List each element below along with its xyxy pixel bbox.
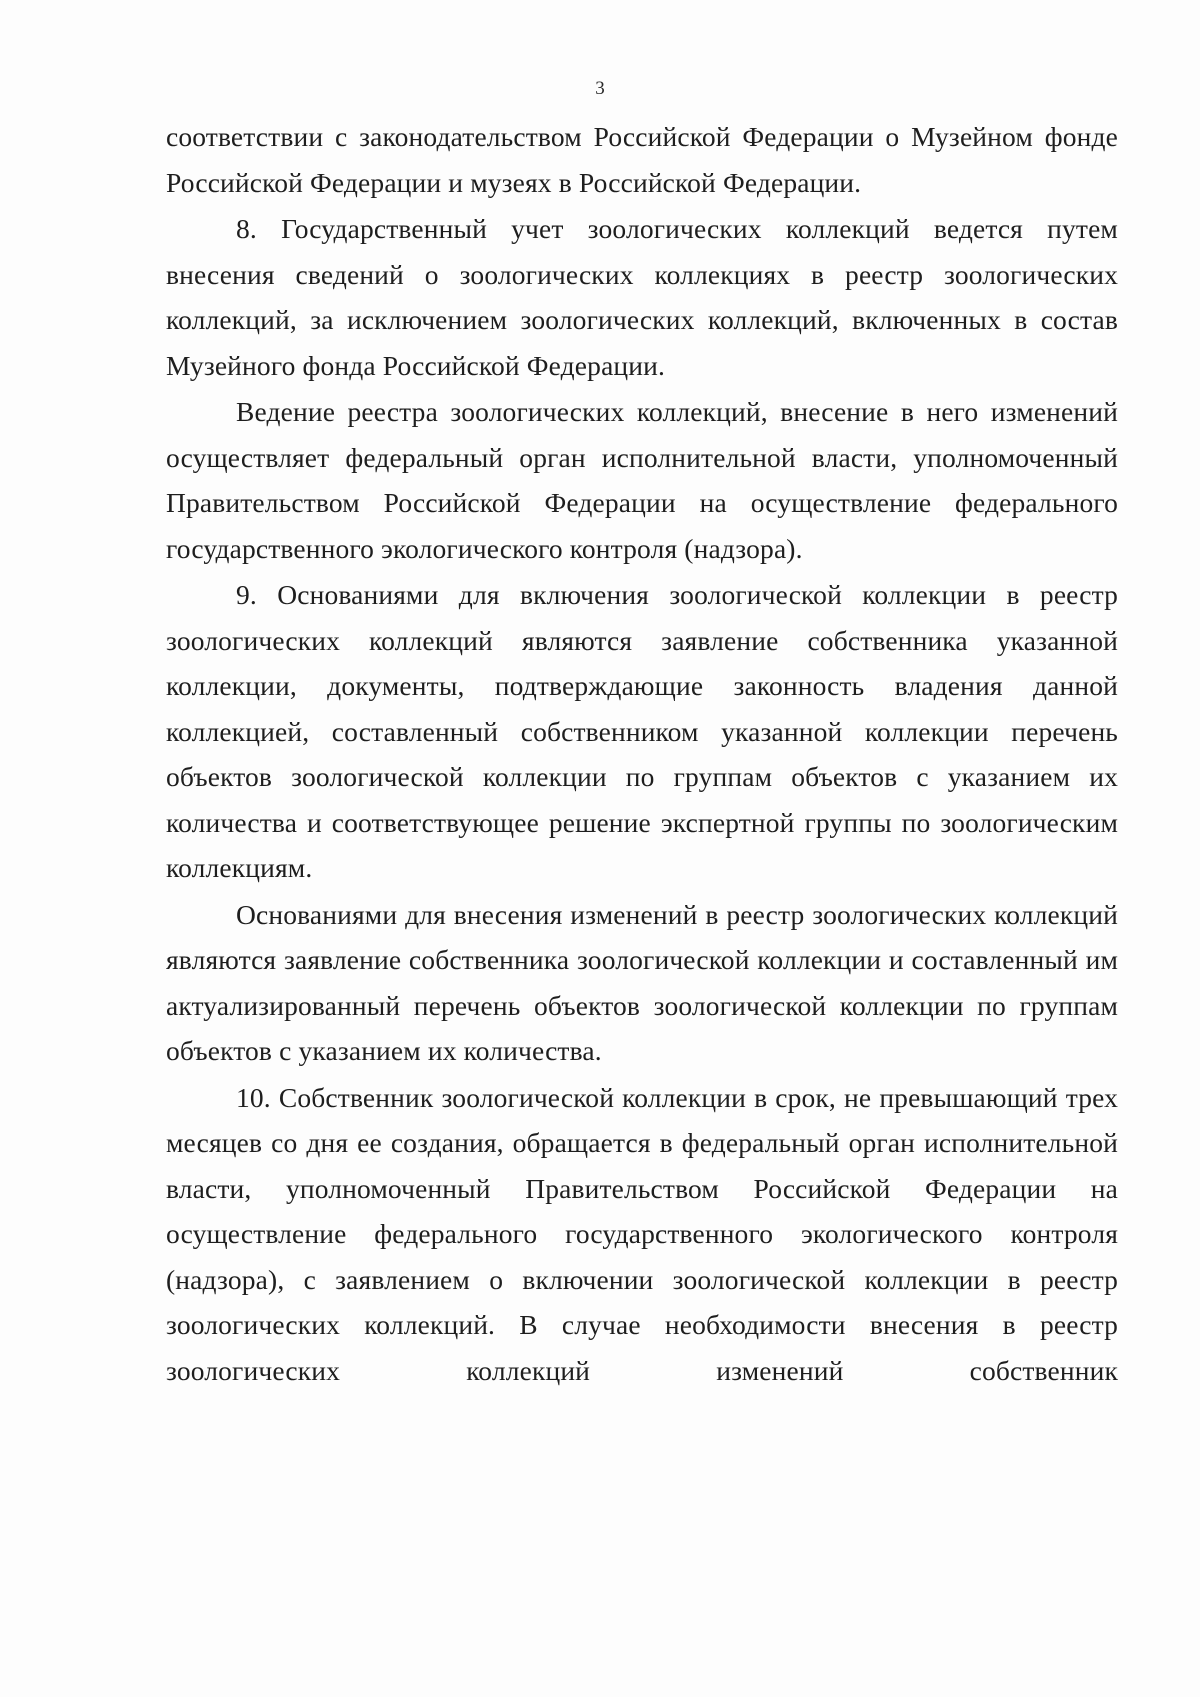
paragraph-item-10: 10. Собственник зоологической коллекции в срок, не превышающий трех месяцев со дня ее создания, обращается в федеральный орган исполнительной власти, уполномоченный Правительством Российской Федерации на осуществление федерального государственного экологического контроля (надзора), с заявлением о включении зоологической коллекции в реестр зоологических коллекций. В случае необходимости внесения в реестр зоологических коллекций изменений собственник bbox=[166, 1081, 1118, 1386]
document-body bbox=[166, 114, 1118, 1393]
paragraph-item-8: 8. Государственный учет зоологических коллекций ведется путем внесения сведений о зоологических коллекциях в реестр зоологических коллекций, за исключением зоологических коллекций, включенных в состав Музейного фонда Российской Федерации. bbox=[166, 213, 1118, 381]
page-number: 3 bbox=[595, 78, 605, 99]
paragraph-continuation: соответствии с законодательством Российской Федерации о Музейном фонде Российской Федерации и музеях в Российской Федерации. bbox=[166, 121, 1118, 198]
paragraph-registry-maintenance: Ведение реестра зоологических коллекций, внесение в него изменений осуществляет федеральный орган исполнительной власти, уполномоченный Правительством Российской Федерации на осуществление федерального государственного экологического контроля (надзора). bbox=[166, 396, 1118, 564]
paragraph-registry-changes: Основаниями для внесения изменений в реестр зоологических коллекций являются заявление собственника зоологической коллекции и составленный им актуализированный перечень объектов зоологической коллекции по группам объектов с указанием их количества. bbox=[166, 898, 1118, 1066]
paragraph-item-9: 9. Основаниями для включения зоологической коллекции в реестр зоологических коллекций являются заявление собственника указанной коллекции, документы, подтверждающие законность владения данной коллекцией, составленный собственником указанной коллекции перечень объектов зоологической коллекции по группам объектов с указанием их количества и соответствующее решение экспертной группы по зоологическим коллекциям. bbox=[166, 579, 1118, 883]
